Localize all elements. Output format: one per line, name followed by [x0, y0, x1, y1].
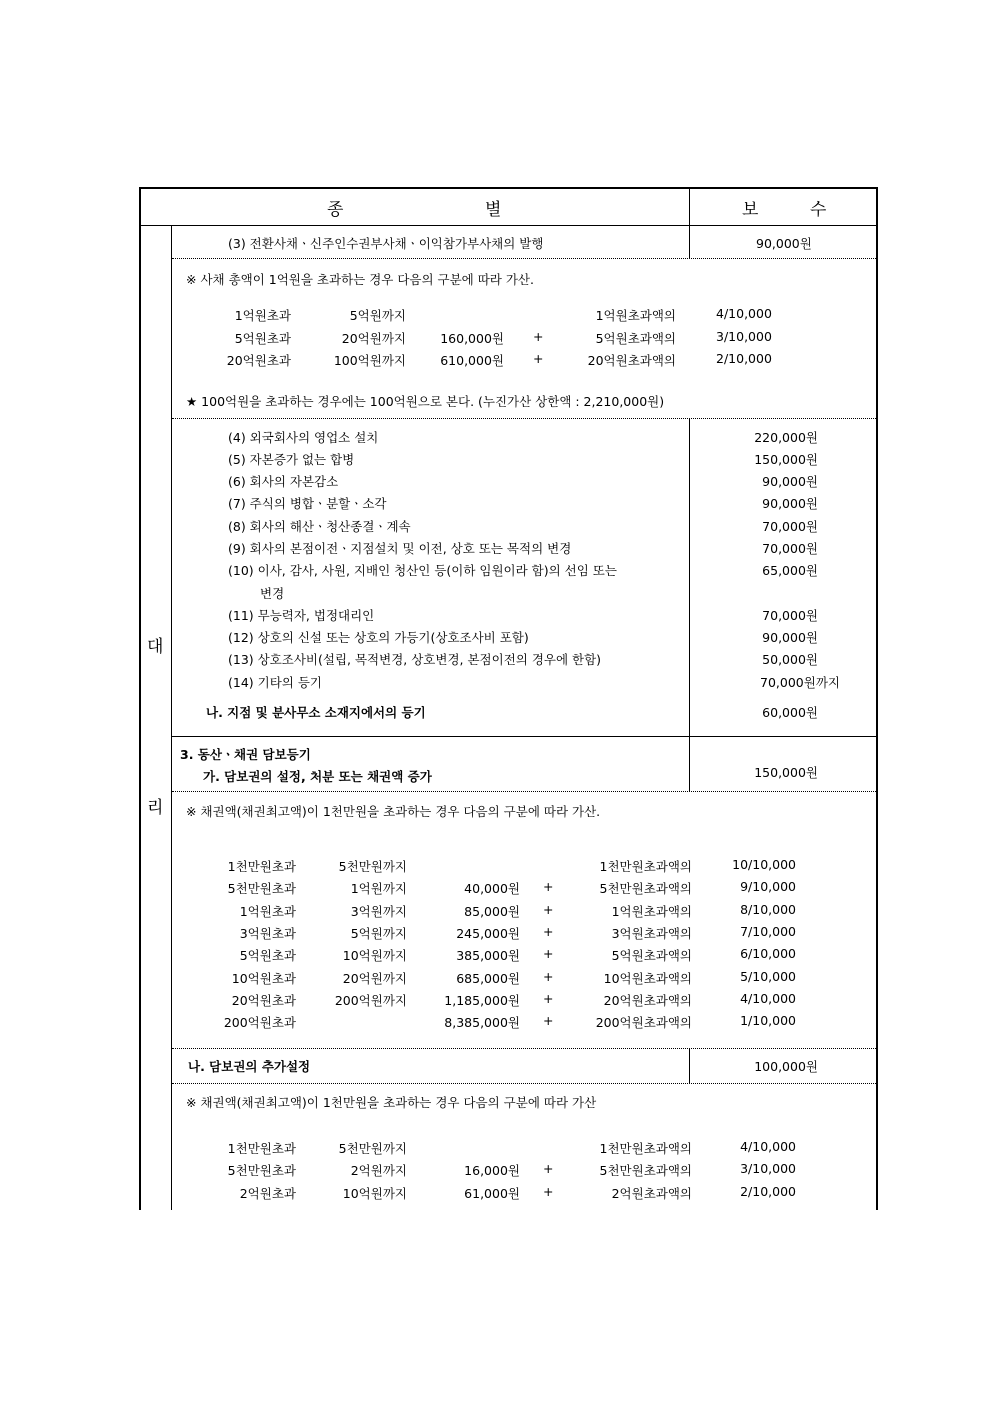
base-cell: 610,000원	[440, 353, 504, 368]
excess-cell: 5천만원초과액의	[599, 1163, 692, 1179]
item-fee: 90,000원	[762, 496, 818, 511]
list-item: (8) 회사의 해산ㆍ청산종결ㆍ계속	[228, 519, 411, 534]
branch-label: 나. 지점 및 분사무소 소재지에서의 등기	[206, 705, 426, 720]
list-item: (14) 기타의 등기	[228, 675, 322, 690]
item-fee: 220,000원	[754, 430, 818, 445]
plus-cell: +	[543, 968, 554, 984]
base-cell: 8,385,000원	[444, 1015, 520, 1031]
from-cell: 20억원초과	[231, 992, 296, 1008]
excess-cell: 5억원초과액의	[595, 331, 676, 346]
list-item: (6) 회사의 자본감소	[228, 474, 339, 489]
row-divider	[172, 418, 876, 419]
excess-cell: 1천만원초과액의	[599, 1141, 692, 1156]
excess-cell: 5억원초과액의	[611, 948, 692, 964]
rate-cell: 5/10,000	[740, 968, 796, 984]
plus-cell: +	[543, 1161, 554, 1177]
base-cell: 245,000원	[456, 925, 520, 941]
item-fee: 70,000원	[762, 541, 818, 556]
excess-cell: 10억원초과액의	[603, 970, 692, 986]
bonds-fee: 90,000원	[756, 236, 812, 251]
table-top-border	[139, 187, 878, 189]
base-cell: 40,000원	[464, 881, 520, 897]
to-cell: 1억원까지	[350, 881, 407, 897]
rate-cell: 2/10,000	[740, 1183, 796, 1199]
base-cell: 61,000원	[464, 1185, 520, 1201]
from-cell: 1억원초과	[239, 903, 296, 919]
from-cell: 200억원초과	[223, 1015, 296, 1031]
list-item: (11) 무능력자, 법정대리인	[228, 608, 375, 623]
item-fee: 90,000원	[762, 474, 818, 489]
plus-cell: +	[543, 901, 554, 917]
from-cell: 5억원초과	[239, 948, 296, 964]
rate-cell: 1/10,000	[740, 1013, 796, 1029]
from-cell: 3억원초과	[239, 925, 296, 941]
rate-cell: 4/10,000	[716, 306, 772, 321]
plus-cell: +	[543, 990, 554, 1006]
list-item: (7) 주식의 병합ㆍ분할ㆍ소각	[228, 496, 387, 511]
to-cell: 20억원까지	[342, 970, 407, 986]
sec3-title: 3. 동산ㆍ채권 담보등기	[180, 747, 311, 762]
base-cell: 16,000원	[464, 1163, 520, 1179]
list-item: (4) 외국회사의 영업소 설치	[228, 430, 379, 445]
excess-cell: 1억원초과액의	[611, 903, 692, 919]
from-cell: 2억원초과	[239, 1185, 296, 1201]
bonds-star-note: ★ 100억원을 초과하는 경우에는 100억원으로 본다. (누진가산 상한액 : 2,210,000원)	[186, 394, 665, 409]
list-item-continued: 변경	[260, 586, 285, 601]
from-cell: 5억원초과	[234, 331, 291, 346]
plus-cell: +	[543, 879, 554, 895]
header-bottom-border	[139, 225, 878, 226]
base-cell: 1,185,000원	[444, 992, 520, 1008]
header-type-char-1: 종	[327, 200, 344, 220]
bonds-note: ※ 사채 총액이 1억원을 초과하는 경우 다음의 구분에 따라 가산.	[186, 272, 534, 287]
add-title: 나. 담보권의 추가설정	[188, 1059, 311, 1074]
excess-cell: 20억원초과액의	[603, 992, 692, 1008]
plus-cell: +	[543, 1013, 554, 1029]
to-cell: 200억원까지	[334, 992, 407, 1008]
rate-cell: 4/10,000	[740, 990, 796, 1006]
item-fee: 65,000원	[762, 563, 818, 578]
plus-cell: +	[533, 329, 544, 344]
from-cell: 20억원초과	[226, 353, 291, 368]
rate-cell: 7/10,000	[740, 923, 796, 939]
to-cell: 5천만원까지	[338, 1141, 407, 1156]
list-item: (5) 자본증가 없는 합병	[228, 452, 355, 467]
base-cell: 85,000원	[464, 903, 520, 919]
rate-cell: 2/10,000	[716, 351, 772, 366]
rate-cell: 10/10,000	[732, 857, 796, 872]
sec3-fee: 150,000원	[754, 765, 818, 780]
excess-cell: 200억원초과액의	[595, 1015, 692, 1031]
row-divider	[172, 791, 876, 792]
header-fee-char-1: 보	[742, 200, 759, 220]
from-cell: 5천만원초과	[227, 1163, 296, 1179]
excess-cell: 2억원초과액의	[611, 1185, 692, 1201]
item-fee: 70,000원	[762, 608, 818, 623]
to-cell: 20억원까지	[341, 331, 406, 346]
rate-cell: 4/10,000	[740, 1139, 796, 1154]
to-cell: 10억원까지	[342, 948, 407, 964]
side-column-border	[171, 225, 172, 1210]
to-cell: 5억원까지	[349, 308, 406, 323]
row-divider	[172, 1083, 876, 1084]
rate-cell: 6/10,000	[740, 946, 796, 962]
excess-cell: 1천만원초과액의	[599, 859, 692, 874]
excess-cell: 5천만원초과액의	[599, 881, 692, 897]
fee-column-border	[689, 187, 690, 259]
from-cell: 10억원초과	[231, 970, 296, 986]
rate-cell: 8/10,000	[740, 901, 796, 917]
to-cell: 3억원까지	[350, 903, 407, 919]
header-type-char-2: 별	[485, 200, 502, 220]
rate-cell: 3/10,000	[740, 1161, 796, 1177]
to-cell: 100억원까지	[333, 353, 406, 368]
to-cell: 5천만원까지	[338, 859, 407, 874]
list-item: (10) 이사, 감사, 사원, 지배인 청산인 등(이하 임원이라 함)의 선임 또는	[228, 563, 617, 578]
add-note: ※ 채권액(채권최고액)이 1천만원을 초과하는 경우 다음의 구분에 따라 가산	[186, 1095, 597, 1110]
table-left-border	[139, 187, 141, 1210]
list-item: (13) 상호조사비(설립, 목적변경, 상호변경, 본점이전의 경우에 한함)	[228, 652, 602, 667]
excess-cell: 1억원초과액의	[595, 308, 676, 323]
base-cell: 385,000원	[456, 948, 520, 964]
from-cell: 1천만원초과	[227, 1141, 296, 1156]
to-cell: 2억원까지	[350, 1163, 407, 1179]
from-cell: 5천만원초과	[227, 881, 296, 897]
header-fee-char-2: 수	[810, 200, 827, 220]
side-label-2: 리	[147, 798, 164, 818]
branch-fee: 60,000원	[762, 705, 818, 720]
item-fee: 50,000원	[762, 652, 818, 667]
from-cell: 1천만원초과	[227, 859, 296, 874]
to-cell: 5억원까지	[350, 925, 407, 941]
sec3-note: ※ 채권액(채권최고액)이 1천만원을 초과하는 경우 다음의 구분에 따라 가산.	[186, 804, 601, 819]
bonds-title: (3) 전환사채ㆍ신주인수권부사채ㆍ이익참가부사채의 발행	[228, 236, 544, 251]
base-cell: 685,000원	[456, 970, 520, 986]
plus-cell: +	[533, 351, 544, 366]
item-fee: 90,000원	[762, 630, 818, 645]
base-cell: 160,000원	[440, 331, 504, 346]
item-fee: 70,000원	[762, 519, 818, 534]
add-fee: 100,000원	[754, 1059, 818, 1074]
rate-cell: 9/10,000	[740, 879, 796, 895]
fee-column-border	[689, 1048, 690, 1083]
table-right-border	[876, 187, 878, 1210]
to-cell: 10억원까지	[342, 1185, 407, 1201]
excess-cell: 3억원초과액의	[611, 925, 692, 941]
list-item: (9) 회사의 본점이전ㆍ지점설치 및 이전, 상호 또는 목적의 변경	[228, 541, 572, 556]
side-label-1: 대	[147, 637, 164, 657]
row-divider	[172, 736, 876, 737]
rate-cell: 3/10,000	[716, 329, 772, 344]
row-divider	[172, 258, 876, 259]
plus-cell: +	[543, 923, 554, 939]
plus-cell: +	[543, 946, 554, 962]
excess-cell: 20억원초과액의	[587, 353, 676, 368]
row-divider	[172, 1048, 876, 1049]
from-cell: 1억원초과	[234, 308, 291, 323]
item-fee: 70,000원까지	[760, 675, 840, 690]
sec3-subtitle: 가. 담보권의 설정, 처분 또는 채권액 증가	[203, 769, 432, 784]
item-fee: 150,000원	[754, 452, 818, 467]
plus-cell: +	[543, 1183, 554, 1199]
list-item: (12) 상호의 신설 또는 상호의 가등기(상호조사비 포함)	[228, 630, 529, 645]
